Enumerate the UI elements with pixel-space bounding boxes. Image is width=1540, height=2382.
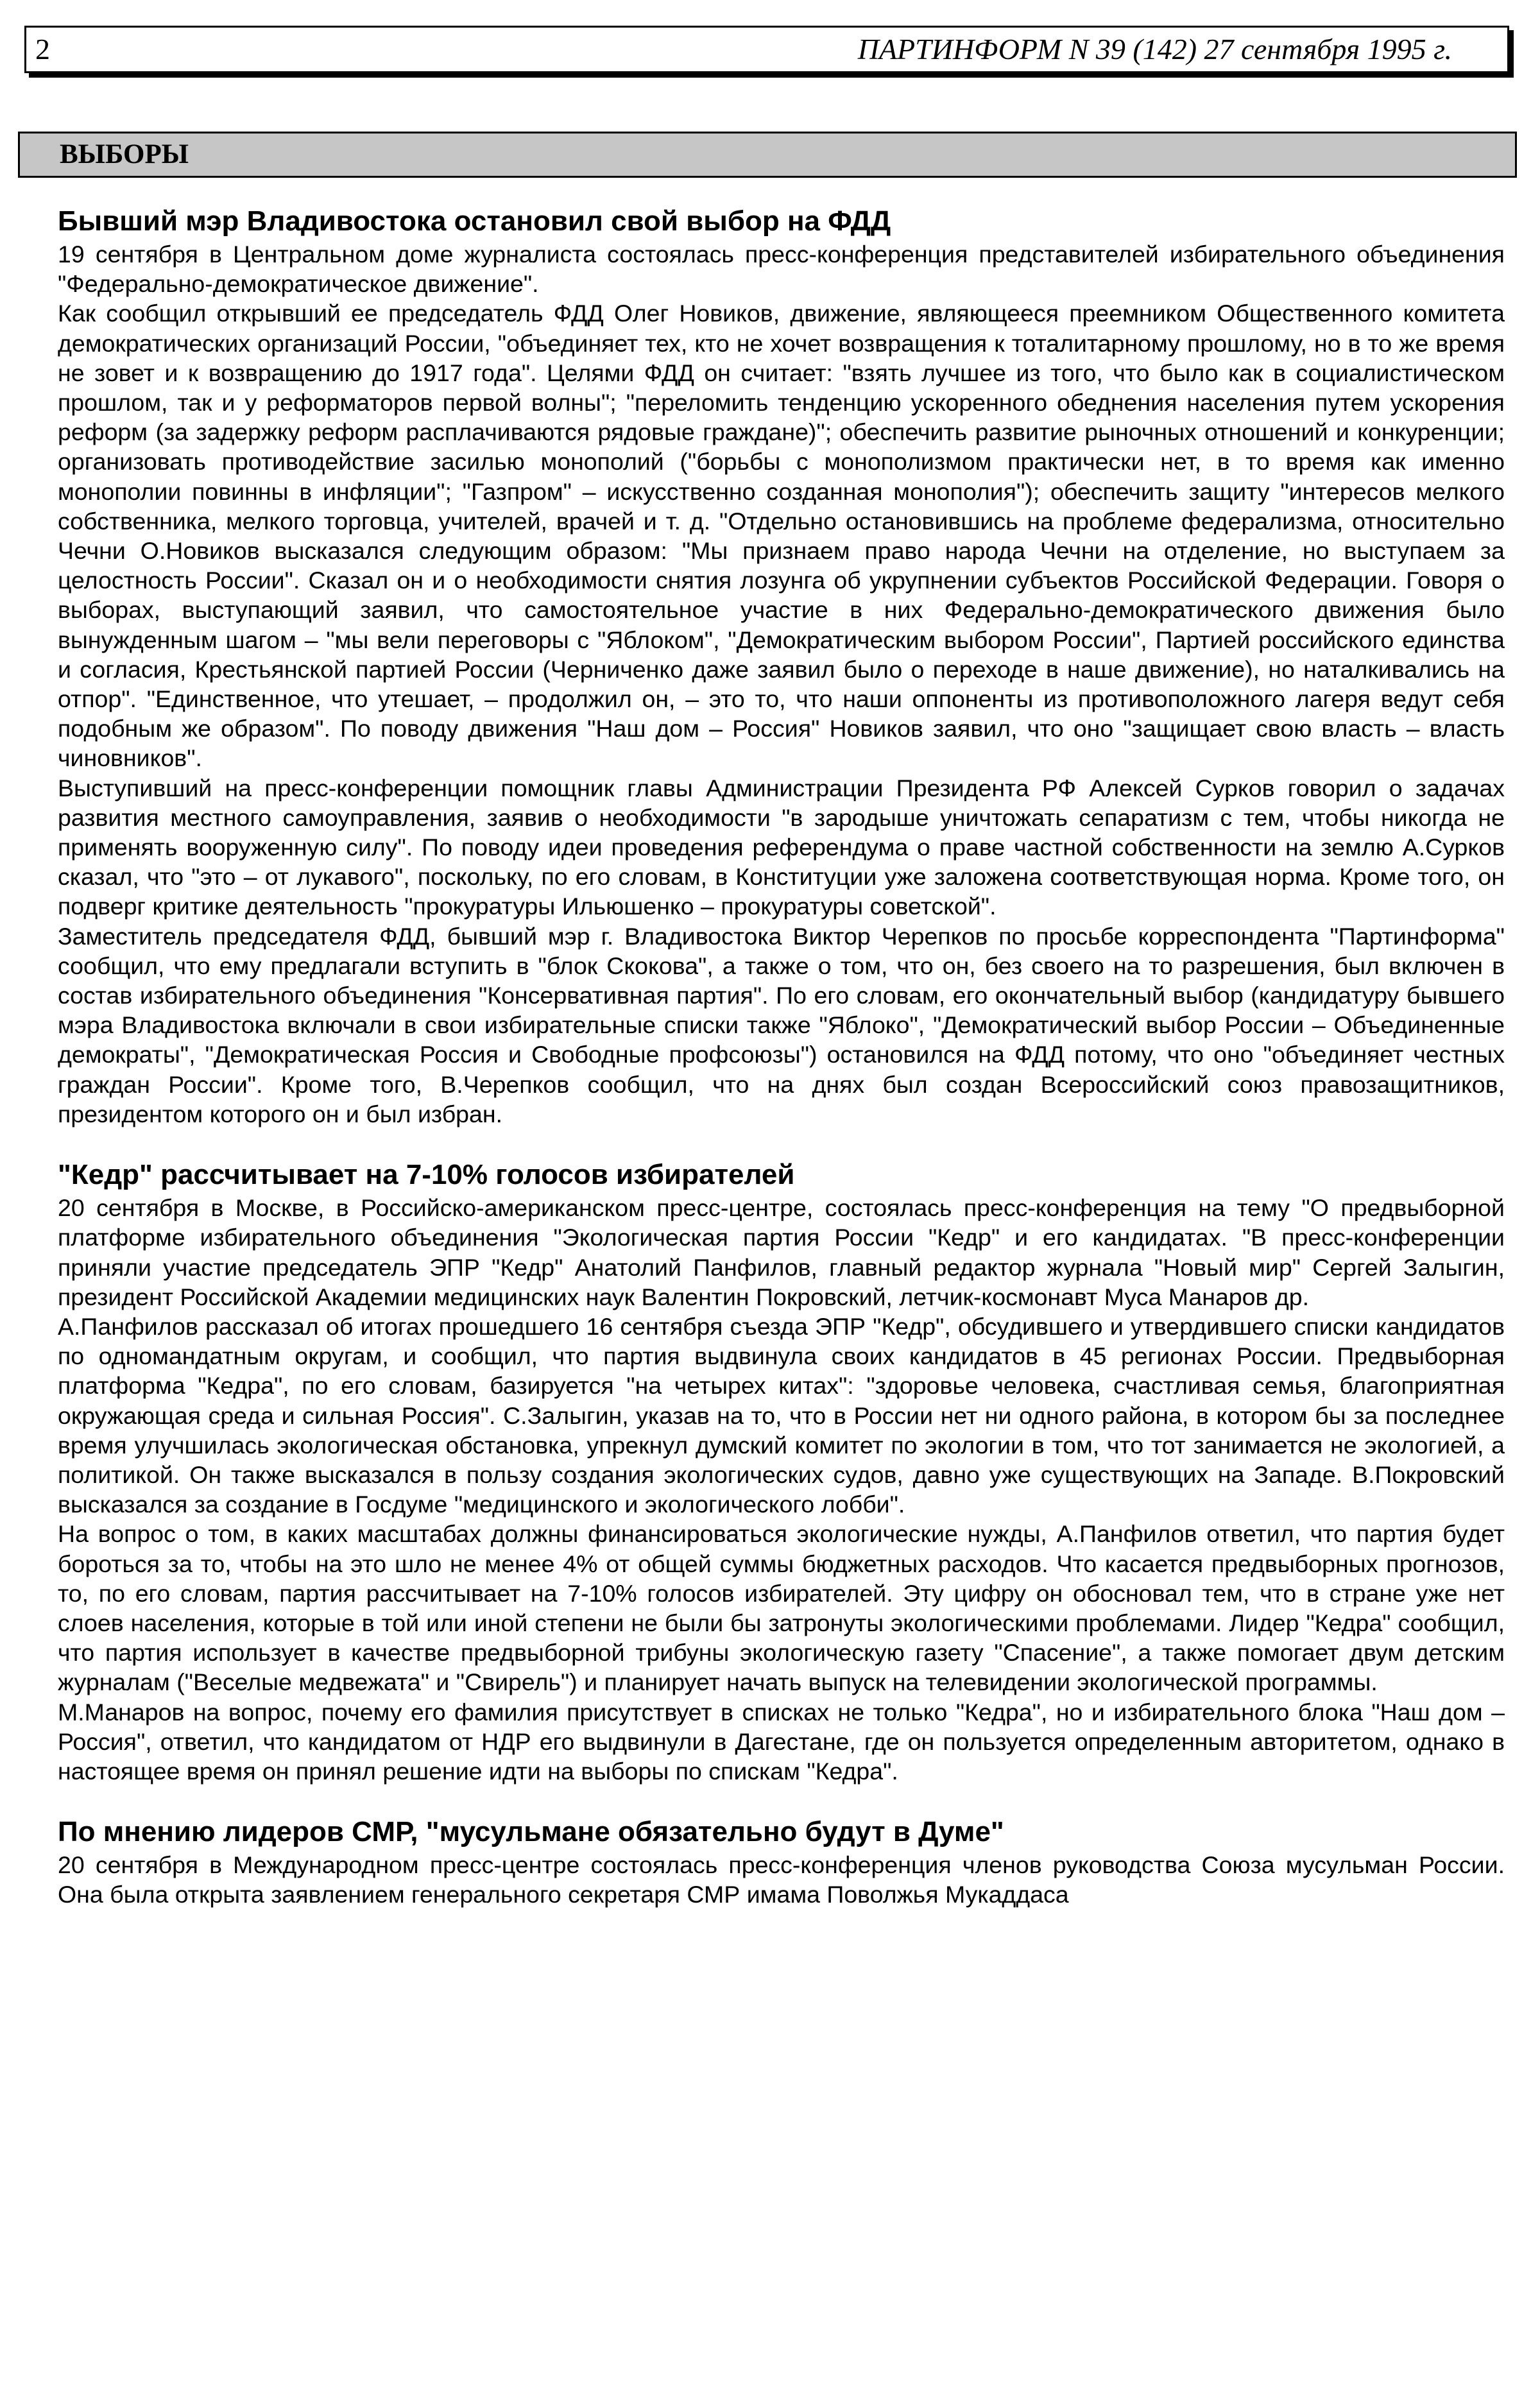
article-paragraph: М.Манаров на вопрос, почему его фамилия присутствует в списках не только "Кедра", но и избирательного блока "Наш дом – Россия", ответил, что кандидатом от НДР его выдвинули в Дагестане, где он пользуется определенным авторитетом, однако в настоящее время он принял решение идти на выборы по спискам "Кедра". <box>58 1698 1505 1785</box>
article-headline: Бывший мэр Владивостока остановил свой выбор на ФДД <box>58 205 891 237</box>
page-number: 2 <box>35 33 50 65</box>
article-headline: По мнению лидеров СМР, "мусульмане обязательно будут в Думе" <box>58 1816 1004 1848</box>
article-smr <box>58 1814 1505 1909</box>
article-paragraph: На вопрос о том, в каких масштабах должны финансироваться экологические нужды, А.Панфилов ответил, что партия будет бороться за то, чтобы на это шло не менее 4% от общей суммы бюджетных расходов. Что касается предвыборных прогнозов, то, по его словам, партия рассчитывает на 7-10% голосов избирателей. Эту цифру он обосновал тем, что в стране уже нет слоев населения, которые в той или иной степени не были бы затронуты экологическими проблемами. Лидер "Кедра" сообщил, что партия использует в качестве предвыборной трибуны экологическую газету "Спасение", а также помогает двум детским журналам ("Веселые медвежата" и "Свирель") и планирует начать выпуск на телевидении экологической программы. <box>58 1520 1505 1696</box>
article-paragraph: Как сообщил открывший ее председатель ФДД Олег Новиков, движение, являющееся преемником Общественного комитета демократических организаций России, "объединяет тех, кто не хочет возвращения к тоталитарному прошлому, но в то же время не зовет и к возвращению до 1917 года". Целями ФДД он считает: "взять лучшее из того, что было как в социалистическом прошлом, так и у реформаторов первой волны"; "переломить тенденцию ускоренного обеднения населения путем ускорения реформ (за задержку реформ расплачиваются рядовые граждане)"; обеспечить развитие рыночных отношений и конкуренции; организовать противодействие засилью монополий ("борьбы с монополизмом практически нет, в то время как именно монополии повинны в инфляции"; "Газпром" – искусственно созданная монополия"); обеспечить защиту "интересов мелкого собственника, мелкого торговца, учителей, врачей и т. д. "Отдельно остановившись на проблеме федерализма, относительно Чечни О.Новиков высказался следующим образом: "Мы признаем право народа Чечни на отделение, но выступаем за целостность России". Сказал он и о необходимости снятия лозунга об укрупнении субъектов Российской Федерации. Говоря о выборах, выступающий заявил, что самостоятельное участие в них Федерально-демократического движения было вынужденным шагом – "мы вели переговоры с "Яблоком", "Демократическим выбором России", Партией российского единства и согласия, Крестьянской партией России (Черниченко даже заявил было о переходе в наше движение), но наталкивались на отпор". "Единственное, что утешает, – продолжил он, – это то, что наши оппоненты из противоположного лагеря ведут себя подобным же образом". По поводу движения "Наш дом – Россия" Новиков заявил, что оно "защищает свою власть – власть чиновников". <box>58 300 1505 772</box>
article-paragraph: А.Панфилов рассказал об итогах прошедшего 16 сентября съезда ЭПР "Кедр", обсудившего и утвердившего списки кандидатов по одномандатным округам, и сообщил, что партия выдвинула своих кандидатов в 45 регионах России. Предвыборная платформа "Кедра", по его словам, базируется "на четырех китах": "здоровье человека, счастливая семья, благоприятная окружающая среда и сильная Россия". С.Залыгин, указав на то, что в России нет ни одного района, в котором бы за последнее время улучшилась экологическая обстановка, упрекнул думский комитет по экологии в том, что тот занимается не экологией, а политикой. Он также высказался в пользу создания экологических судов, давно уже существующих на Западе. В.Покровский высказался за создание в Госдуме "медицинского и экологического лобби". <box>58 1312 1505 1518</box>
article-paragraph: 20 сентября в Москве, в Российско-американском пресс-центре, состоялась пресс-конференция на тему "О предвыборной платформе избирательного объединения "Экологическая партия России "Кедр" и его кандидатах. "В пресс-конференции приняли участие председатель ЭПР "Кедр" Анатолий Панфилов, главный редактор журнала "Новый мир" Сергей Залыгин, президент Российской Академии медицинских наук Валентин Покровский, летчик-космонавт Муса Манаров др. <box>58 1194 1505 1310</box>
issue-info: ПАРТИНФОРМ N 39 (142) 27 сентября 1995 г. <box>857 33 1452 65</box>
article-paragraph: 20 сентября в Международном пресс-центре состоялась пресс-конференция членов руководства Союза мусульман России. Она была открыта заявлением генерального секретаря СМР имама Поволжья Мукаддаса <box>58 1851 1505 1908</box>
article-headline: "Кедр" рассчитывает на 7-10% голосов избирателей <box>58 1159 795 1191</box>
section-title: ВЫБОРЫ <box>60 139 189 169</box>
section-banner <box>18 132 1517 178</box>
article-paragraph: Заместитель председателя ФДД, бывший мэр г. Владивостока Виктор Черепков по просьбе корреспондента "Партинформа" сообщил, что ему предлагали вступить в "блок Скокова", а также о том, что он, без своего на то разрешения, был включен в состав избирательного объединения "Консервативная партия". По его словам, его окончательный выбор (кандидатуру бывшего мэра Владивостока включали в свои избирательные списки также "Яблоко", "Демократический выбор России – Объединенные демократы", "Демократическая Россия и Свободные профсоюзы") остановился на ФДД потому, что оно "объединяет честных граждан России". Кроме того, В.Черепков сообщил, что на днях был создан Всероссийский союз правозащитников, президентом которого он и был избран. <box>58 922 1505 1127</box>
article-paragraph: Выступивший на пресс-конференции помощник главы Администрации Президента РФ Алексей Сурков говорил о задачах развития местного самоуправления, заявив о необходимости "в зародыше уничтожать сепаратизм с тем, чтобы никогда не применять вооруженную силу". По поводу идеи проведения референдума о праве частной собственности на землю А.Сурков сказал, что "это – от лукавого", поскольку, по его словам, в Конституции уже заложена соответствующая норма. Кроме того, он подверг критике деятельность "прокуратуры Ильюшенко – прокуратуры советской". <box>58 774 1505 920</box>
page-header <box>24 26 1509 73</box>
articles-column <box>58 203 1505 1910</box>
article-kedr <box>58 1157 1505 1786</box>
article-fdd <box>58 203 1505 1129</box>
article-paragraph: 19 сентября в Центральном доме журналиста состоялась пресс-конференция представителей избирательного объединения "Федерально-демократическое движение". <box>58 241 1505 298</box>
